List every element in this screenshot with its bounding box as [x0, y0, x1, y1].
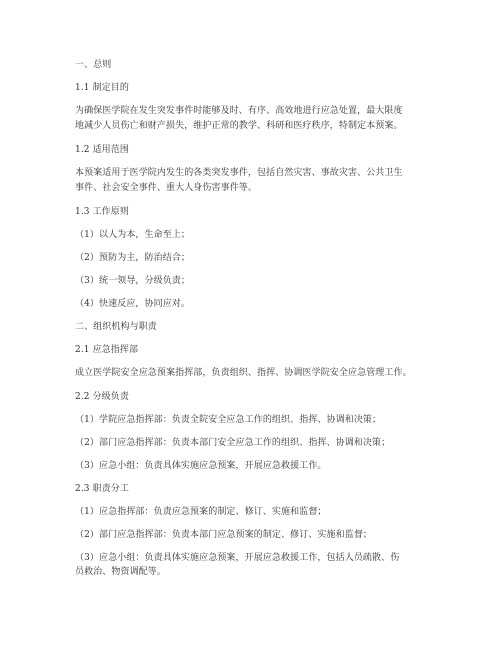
paragraph [75, 166, 445, 196]
text-line: 2.2 分级负责 [75, 392, 129, 402]
text-line: 二、组织机构与职责 [75, 322, 157, 332]
list-item [75, 413, 445, 427]
text-line: 1.1 制定目的 [75, 83, 129, 93]
section-heading [75, 482, 445, 496]
paragraph [75, 366, 445, 381]
text-line: 事件、社会安全事件、重大人身伤害事件等。 [75, 183, 258, 193]
list-item [75, 551, 445, 579]
text-line: 2.3 职责分工 [75, 484, 129, 494]
section-heading [75, 320, 445, 334]
list-item [75, 297, 445, 311]
section-heading [75, 205, 445, 219]
list-item [75, 274, 445, 288]
list-item [75, 528, 445, 542]
text-line: 1.2 适用范围 [75, 145, 129, 155]
text-line: （2）部门应急指挥部：负责本部门安全应急工作的组织、指挥、协调和决策； [75, 438, 391, 448]
text-line: （1）学院应急指挥部：负责全院安全应急工作的组织、指挥、协调和决策； [75, 415, 382, 425]
text-line: （1）以人为本，生命至上； [75, 230, 191, 240]
list-item [75, 251, 445, 265]
text-line: （3）应急小组：负责具体实施应急预案，开展应急救援工作。 [75, 461, 327, 471]
text-line: 成立医学院安全应急预案指挥部，负责组织、指挥、协调医学院安全应急管理工作。 [75, 368, 412, 378]
text-line: 2.1 应急指挥部 [75, 345, 139, 355]
text-line: （3）统一领导，分级负责； [75, 276, 191, 286]
section-heading [75, 390, 445, 404]
list-item [75, 459, 445, 473]
text-line: （4）快速反应，协同应对。 [75, 299, 191, 309]
section-heading [75, 143, 445, 157]
text-line: 本预案适用于医学院内发生的各类突发事件，包括自然灾害、事故灾害、公共卫生 [75, 168, 403, 178]
text-line: （1）应急指挥部：负责应急预案的制定、修订、实施和监督； [75, 507, 327, 517]
text-line: （2）部门应急指挥部：负责本部门应急预案的制定、修订、实施和监督； [75, 530, 373, 540]
text-line: 一、总则 [75, 60, 112, 70]
text-line: （2）预防为主，防治结合； [75, 253, 191, 263]
text-line: 员救治、物资调配等。 [75, 567, 167, 577]
list-item [75, 436, 445, 450]
document-body [75, 58, 445, 588]
paragraph [75, 104, 445, 134]
section-heading [75, 81, 445, 95]
list-item [75, 505, 445, 519]
section-heading [75, 58, 445, 72]
text-line: （3）应急小组：负责具体实施应急预案，开展应急救援工作，包括人员疏散、伤 [75, 553, 400, 563]
section-heading [75, 343, 445, 357]
text-line: 地减少人员伤亡和财产损失，维护正常的教学、科研和医疗秩序，特制定本预案。 [75, 121, 403, 131]
text-line: 为确保医学院在发生突发事件时能够及时、有序、高效地进行应急处置，最大限度 [75, 106, 403, 116]
text-line: 1.3 工作原则 [75, 207, 129, 217]
list-item [75, 228, 445, 242]
